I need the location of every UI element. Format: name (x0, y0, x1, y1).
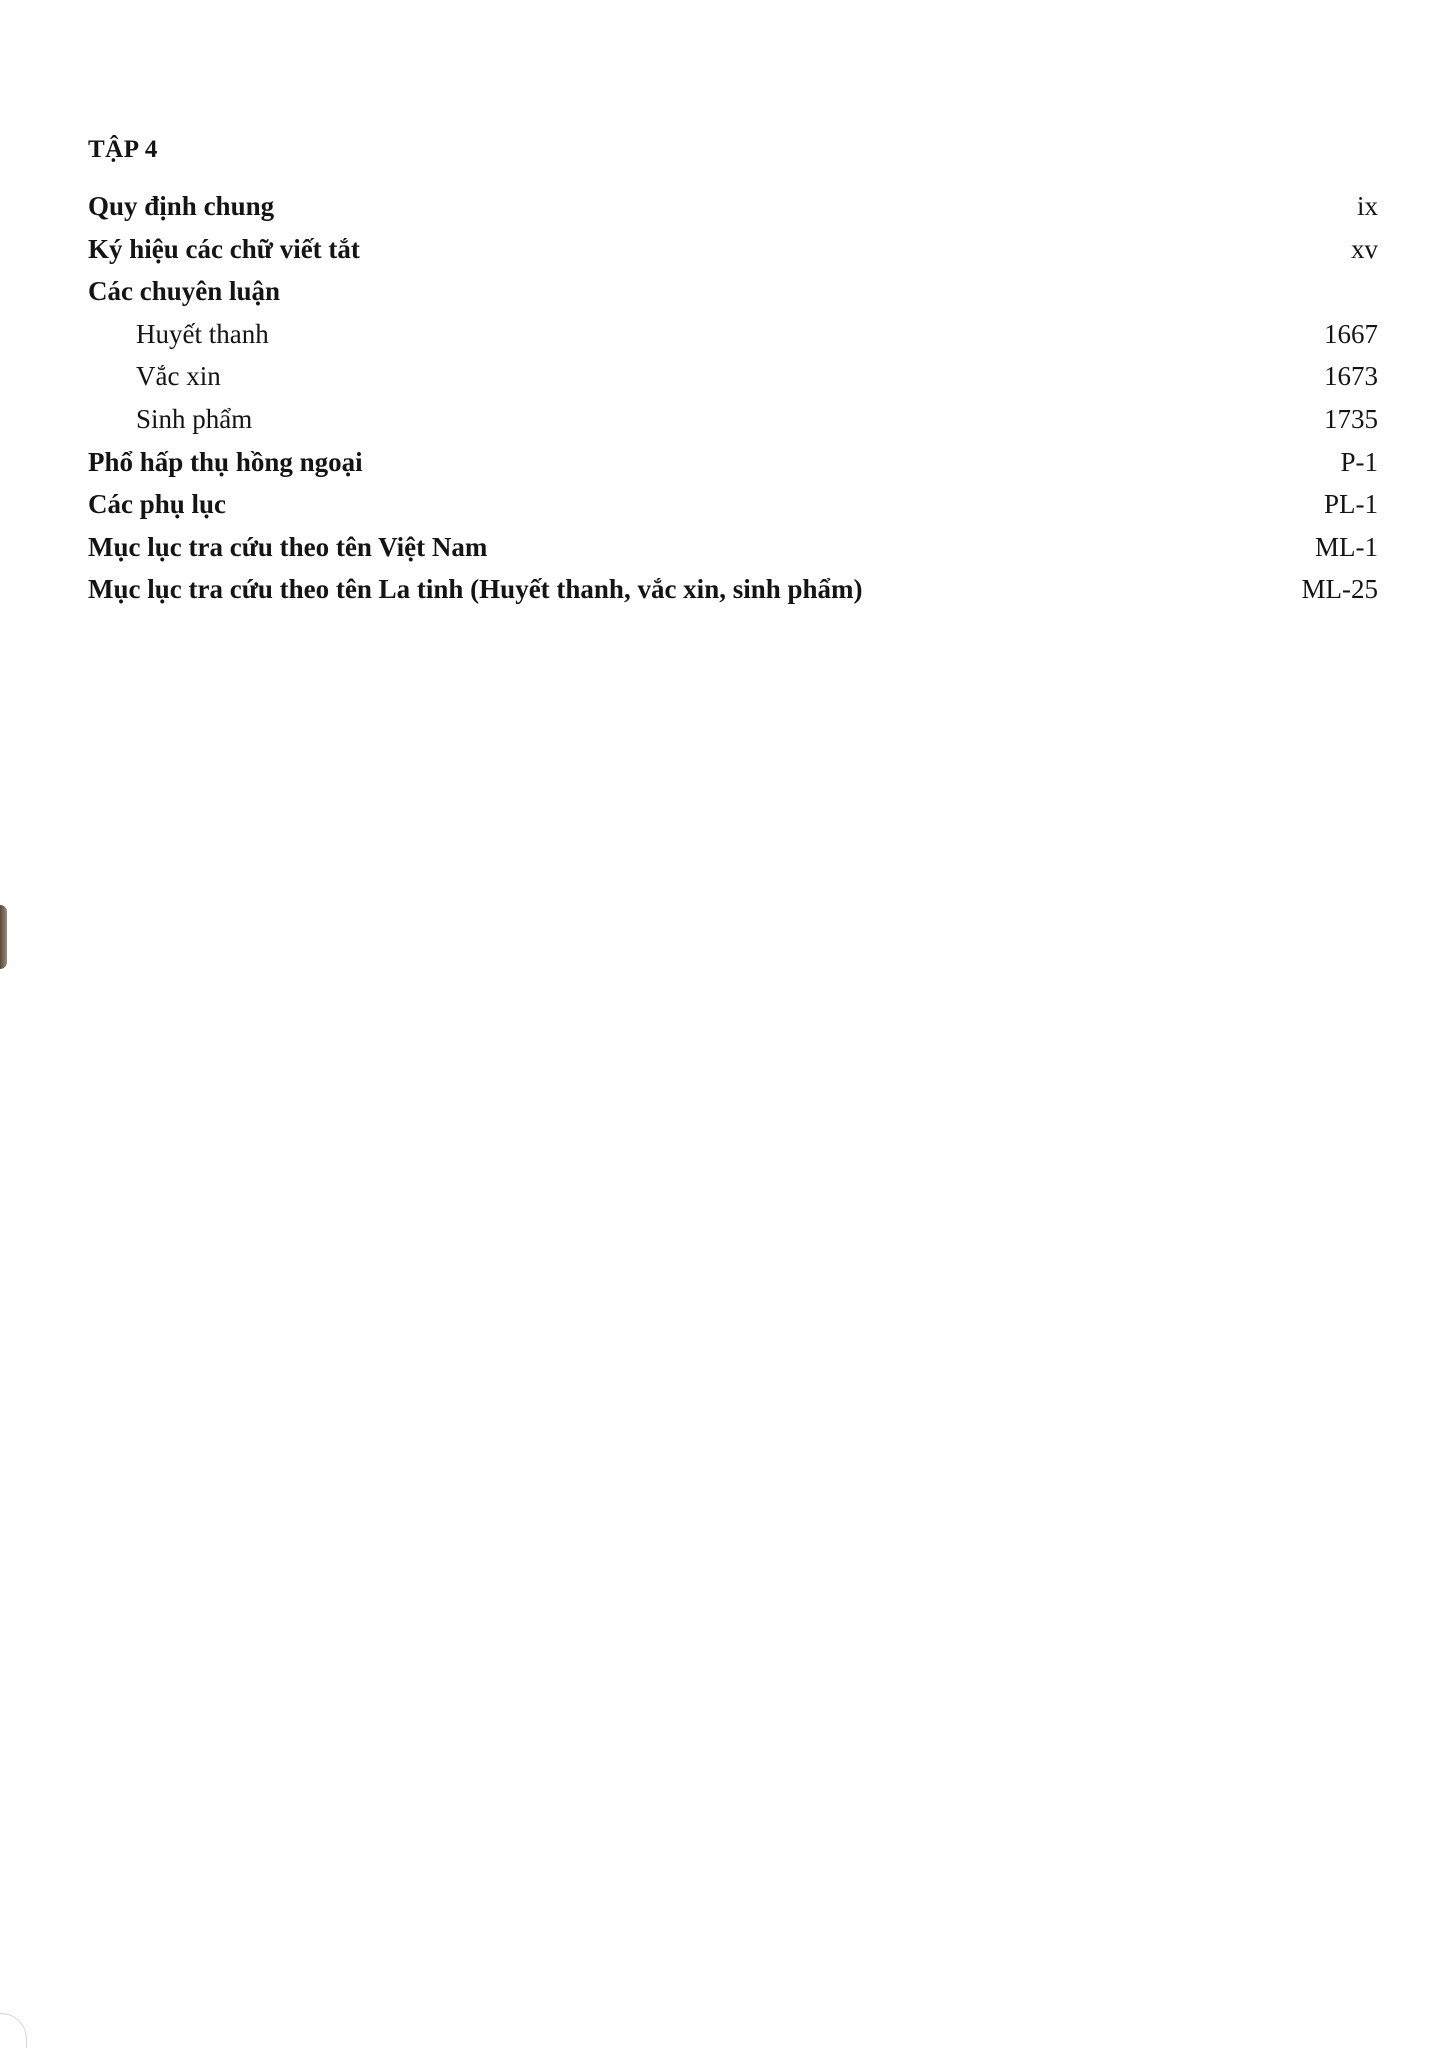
toc-entry-page: PL-1 (1324, 489, 1378, 520)
toc-entry-muc-luc-la-tinh (88, 568, 1378, 611)
toc-entry-phu-luc (88, 483, 1378, 526)
toc-entry-page: 1667 (1324, 318, 1378, 349)
toc-entry-page: P-1 (1340, 446, 1378, 477)
toc-subentry-huyet-thanh (88, 313, 1378, 356)
toc-entry-label: Mục lục tra cứu theo tên La tinh (Huyết thanh, vắc xin, sinh phẩm) (88, 574, 863, 605)
toc-entry-label: Quy định chung (88, 191, 275, 221)
toc-entry-ky-hieu (88, 228, 1378, 271)
toc-entry-label: Mục lục tra cứu theo tên Việt Nam (88, 531, 488, 562)
toc-entry-muc-luc-viet-nam (88, 526, 1378, 569)
toc-entry-label: Sinh phẩm (136, 403, 253, 434)
table-of-contents (88, 185, 1378, 611)
toc-entry-page: 1673 (1324, 361, 1378, 392)
toc-entry-quy-dinh-chung (88, 185, 1378, 228)
toc-entry-page: xv (1351, 233, 1378, 264)
toc-entry-label: Phổ hấp thụ hồng ngoại (88, 446, 363, 477)
toc-entry-page: ix (1356, 191, 1378, 221)
scan-corner-mark (0, 2013, 27, 2048)
toc-entry-label: Vắc xin (136, 361, 221, 392)
volume-heading: TẬP 4 (88, 136, 158, 163)
toc-entry-chuyen-luan (88, 270, 1378, 313)
scan-edge-mark (0, 905, 7, 969)
toc-entry-page: ML-25 (1301, 574, 1378, 605)
toc-entry-page: ML-1 (1315, 531, 1378, 562)
toc-entry-page: 1735 (1324, 403, 1378, 434)
toc-entry-label: Huyết thanh (136, 318, 269, 349)
toc-entry-pho-hap-thu (88, 441, 1378, 484)
toc-subentry-sinh-pham (88, 398, 1378, 441)
toc-subentry-vac-xin (88, 355, 1378, 398)
toc-entry-label: Các chuyên luận (88, 276, 281, 307)
toc-entry-label: Các phụ lục (88, 489, 227, 520)
toc-entry-label: Ký hiệu các chữ viết tắt (88, 233, 360, 264)
